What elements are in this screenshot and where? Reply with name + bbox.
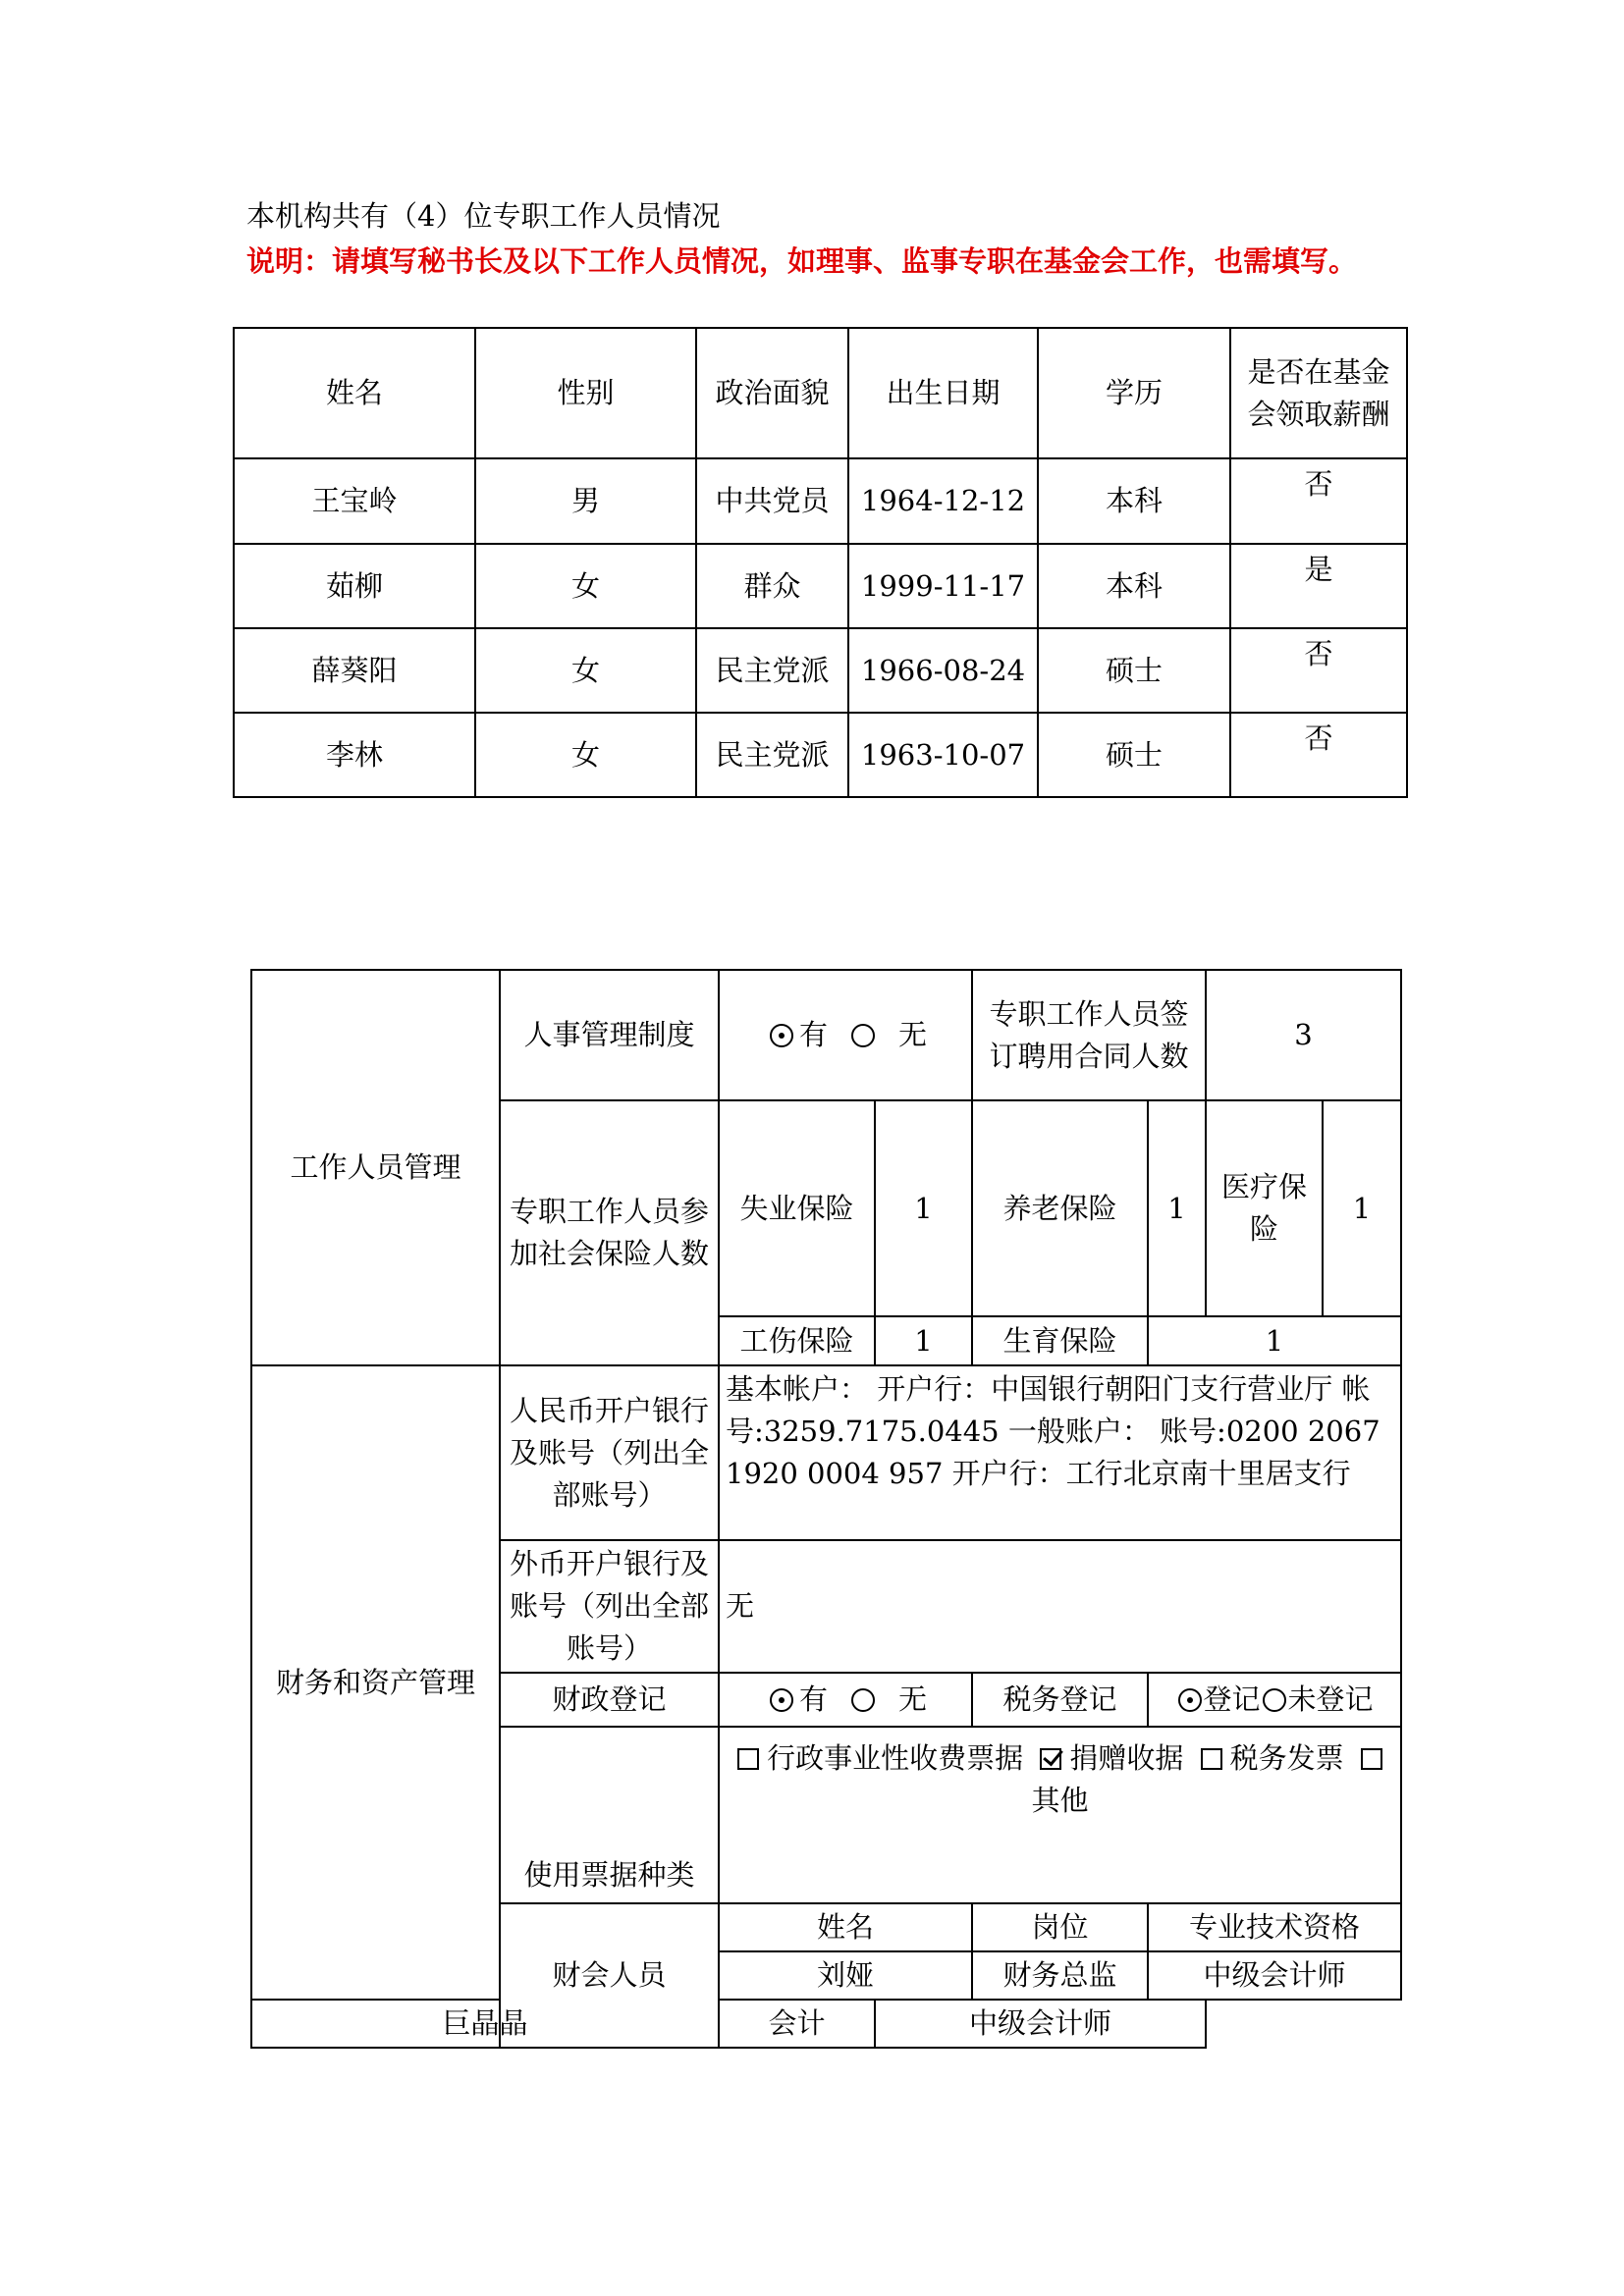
staff-mgmt-label: 工作人员管理 [251,970,500,1365]
option-no: 无 [898,1018,928,1051]
cell-birth: 1964-12-12 [848,458,1038,544]
receipt-option-1: 行政事业性收费票据 [767,1741,1024,1775]
tax-reg-label: 税务登记 [972,1673,1148,1727]
cell-name: 茹柳 [234,544,475,628]
radio-unchecked-icon[interactable] [1263,1688,1286,1712]
accountant-name: 巨晶晶 [251,2000,719,2048]
hr-system-options [719,970,972,1100]
table-row [234,713,1407,797]
rmb-account-value: 基本帐户： 开户行：中国银行朝阳门支行营业厅 帐号:3259.7175.0445 一般账户： 账号:0200 2067 1920 0004 957 开户行：工行北京南十里居支行 [719,1365,1401,1540]
receipt-option-4: 其他 [1031,1784,1089,1817]
accountant-qualification: 中级会计师 [875,2000,1206,2048]
pension-count: 1 [1148,1100,1206,1316]
medical-label: 医疗保险 [1206,1100,1323,1316]
accountant-name: 刘娅 [719,1951,972,2000]
option-yes: 有 [798,1018,828,1051]
maternity-label: 生育保险 [972,1316,1148,1365]
accountant-header-name: 姓名 [719,1903,972,1951]
accountant-qualification: 中级会计师 [1148,1951,1401,2000]
checkbox-unchecked-icon[interactable] [737,1748,759,1770]
cell-gender: 女 [475,713,696,797]
checkbox-unchecked-icon[interactable] [1361,1748,1382,1770]
cell-salary: 否 [1230,628,1407,713]
cell-education: 本科 [1038,458,1230,544]
cell-political: 中共党员 [696,458,848,544]
cell-gender: 男 [475,458,696,544]
receipt-option-3: 税务发票 [1229,1741,1344,1775]
cell-gender: 女 [475,628,696,713]
finance-label: 财务和资产管理 [251,1365,500,2000]
cell-education: 本科 [1038,544,1230,628]
option-yes: 有 [798,1682,828,1716]
radio-checked-icon[interactable] [1178,1688,1202,1712]
fiscal-reg-options [719,1673,972,1727]
page-heading: 本机构共有（4）位专职工作人员情况 [246,199,721,233]
management-table [250,969,1402,2049]
cell-education: 硕士 [1038,713,1230,797]
cell-name: 王宝岭 [234,458,475,544]
cell-salary: 否 [1230,458,1407,544]
option-unregistered: 未登记 [1287,1682,1374,1716]
unemployment-count: 1 [875,1100,972,1316]
injury-count: 1 [875,1316,972,1365]
option-no: 无 [898,1682,928,1716]
cell-gender: 女 [475,544,696,628]
staff-header-row [234,328,1407,458]
cell-education: 硕士 [1038,628,1230,713]
table-row [234,628,1407,713]
cell-political: 民主党派 [696,713,848,797]
checkbox-checked-icon[interactable] [1040,1748,1061,1770]
header-education: 学历 [1038,328,1230,458]
cell-salary: 否 [1230,713,1407,797]
radio-checked-icon[interactable] [770,1688,793,1712]
table-row [251,2000,1401,2048]
medical-count: 1 [1323,1100,1401,1316]
radio-unchecked-icon[interactable] [851,1688,875,1712]
option-registered: 登记 [1203,1682,1261,1716]
header-political: 政治面貌 [696,328,848,458]
fx-account-value: 无 [719,1540,1401,1673]
cell-birth: 1999-11-17 [848,544,1038,628]
tax-reg-options [1148,1673,1401,1727]
accountant-post: 财务总监 [972,1951,1148,2000]
contract-label: 专职工作人员签订聘用合同人数 [972,970,1206,1100]
cell-political: 群众 [696,544,848,628]
fiscal-reg-label: 财政登记 [500,1673,719,1727]
unemployment-label: 失业保险 [719,1100,875,1316]
accountant-header-post: 岗位 [972,1903,1148,1951]
hr-system-label: 人事管理制度 [500,970,719,1100]
radio-unchecked-icon[interactable] [851,1024,875,1047]
cell-name: 薛葵阳 [234,628,475,713]
fx-account-label: 外币开户银行及账号（列出全部账号） [500,1540,719,1673]
cell-salary: 是 [1230,544,1407,628]
accountant-header-qualification: 专业技术资格 [1148,1903,1401,1951]
receipt-label: 使用票据种类 [500,1727,719,1903]
radio-checked-icon[interactable] [770,1024,793,1047]
checkbox-unchecked-icon[interactable] [1201,1748,1222,1770]
rmb-account-label: 人民币开户银行及账号（列出全部账号） [500,1365,719,1540]
staff-table [233,327,1408,798]
receipt-option-2: 捐赠收据 [1069,1741,1184,1775]
header-name: 姓名 [234,328,475,458]
accountant-label: 财会人员 [500,1903,719,2048]
maternity-count: 1 [1148,1316,1401,1365]
cell-birth: 1966-08-24 [848,628,1038,713]
insurance-label: 专职工作人员参加社会保险人数 [500,1100,719,1365]
accountant-post: 会计 [719,2000,875,2048]
cell-birth: 1963-10-07 [848,713,1038,797]
instruction-note: 说明：请填写秘书长及以下工作人员情况，如理事、监事专职在基金会工作，也需填写。 [246,244,1358,278]
header-birth: 出生日期 [848,328,1038,458]
header-salary: 是否在基金会领取薪酬 [1230,328,1407,458]
cell-name: 李林 [234,713,475,797]
injury-label: 工伤保险 [719,1316,875,1365]
table-row [234,458,1407,544]
table-row [234,544,1407,628]
pension-label: 养老保险 [972,1100,1148,1316]
header-gender: 性别 [475,328,696,458]
receipt-options [719,1727,1401,1903]
cell-political: 民主党派 [696,628,848,713]
contract-count: 3 [1206,970,1401,1100]
